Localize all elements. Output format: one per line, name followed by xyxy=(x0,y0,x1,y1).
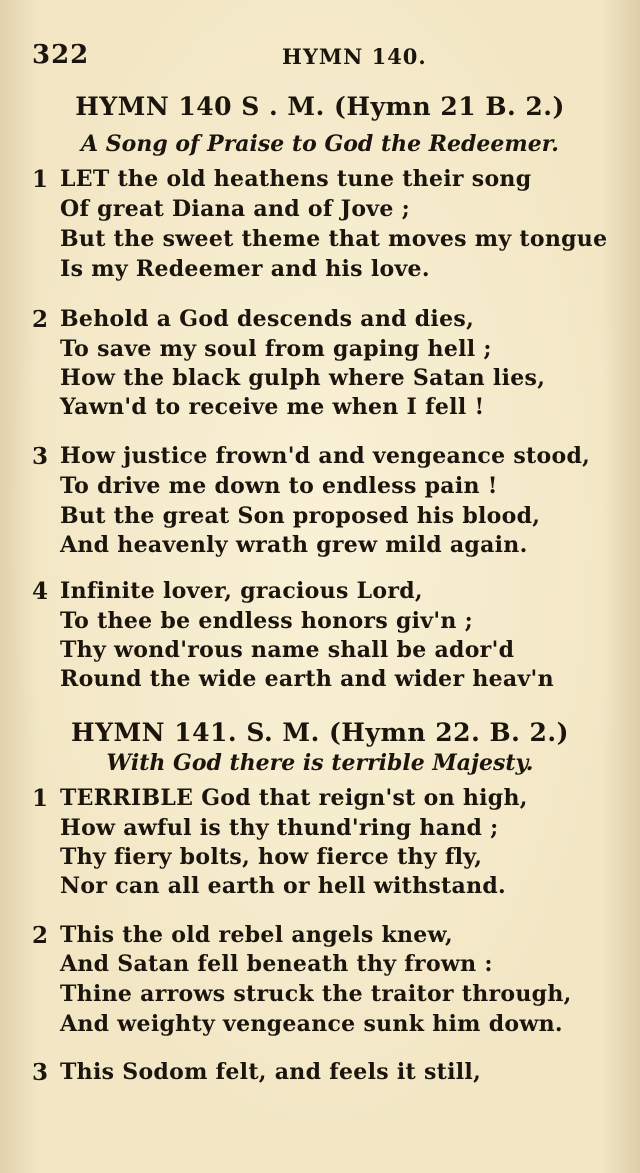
verse-line: Thine arrows struck the traitor through, xyxy=(60,981,572,1007)
verse-line: To drive me down to endless pain ! xyxy=(60,473,498,499)
verse-line: LET the old heathens tune their song xyxy=(60,166,532,192)
verse-number: 3 xyxy=(32,1059,49,1086)
verse-line: Nor can all earth or hell withstand. xyxy=(60,873,507,899)
verse-line: How awful is thy thund'ring hand ; xyxy=(60,815,499,841)
verse-line: TERRIBLE God that reign'st on high, xyxy=(60,785,528,811)
hymn-subtitle: With God there is terrible Majesty. xyxy=(106,750,534,776)
verse-number: 1 xyxy=(32,166,49,193)
verse-line: Thy fiery bolts, how fierce thy fly, xyxy=(60,844,483,870)
verse-line: But the sweet theme that moves my tongue xyxy=(60,226,608,252)
verse-line: Of great Diana and of Jove ; xyxy=(60,196,411,222)
verse-line: Round the wide earth and wider heav'n xyxy=(60,666,554,692)
hymn-subtitle: A Song of Praise to God the Redeemer. xyxy=(81,131,559,157)
verse-line: How justice frown'd and vengeance stood, xyxy=(60,443,591,469)
verse-line: To save my soul from gaping hell ; xyxy=(60,336,492,362)
hymn-title: HYMN 141. S. M. (Hymn 22. B. 2.) xyxy=(71,718,569,747)
verse-line: Is my Redeemer and his love. xyxy=(60,256,430,282)
hymn-title: HYMN 140 S . M. (Hymn 21 B. 2.) xyxy=(75,92,565,121)
verse-line: How the black gulph where Satan lies, xyxy=(60,365,546,391)
verse-line: And weighty vengeance sunk him down. xyxy=(60,1011,563,1037)
verse-line: And heavenly wrath grew mild again. xyxy=(60,532,528,558)
verse-number: 3 xyxy=(32,443,49,470)
verse-line: Behold a God descends and dies, xyxy=(60,306,475,332)
verse-line: This the old rebel angels knew, xyxy=(60,922,454,948)
verse-line: But the great Son proposed his blood, xyxy=(60,503,541,529)
verse-line: To thee be endless honors giv'n ; xyxy=(60,608,474,634)
verse-number: 2 xyxy=(32,922,49,949)
verse-line: This Sodom felt, and feels it still, xyxy=(60,1059,482,1085)
running-head xyxy=(32,40,612,76)
verse-number: 1 xyxy=(32,785,49,812)
verse-number: 2 xyxy=(32,306,49,333)
verse-line: And Satan fell beneath thy frown : xyxy=(60,951,493,977)
page-number: 322 xyxy=(32,40,90,70)
verse-number: 4 xyxy=(32,578,49,605)
verse-line: Thy wond'rous name shall be ador'd xyxy=(60,637,515,663)
verse-line: Infinite lover, gracious Lord, xyxy=(60,578,423,604)
verse-line: Yawn'd to receive me when I fell ! xyxy=(60,394,485,420)
running-title: HYMN 140. xyxy=(282,44,427,69)
